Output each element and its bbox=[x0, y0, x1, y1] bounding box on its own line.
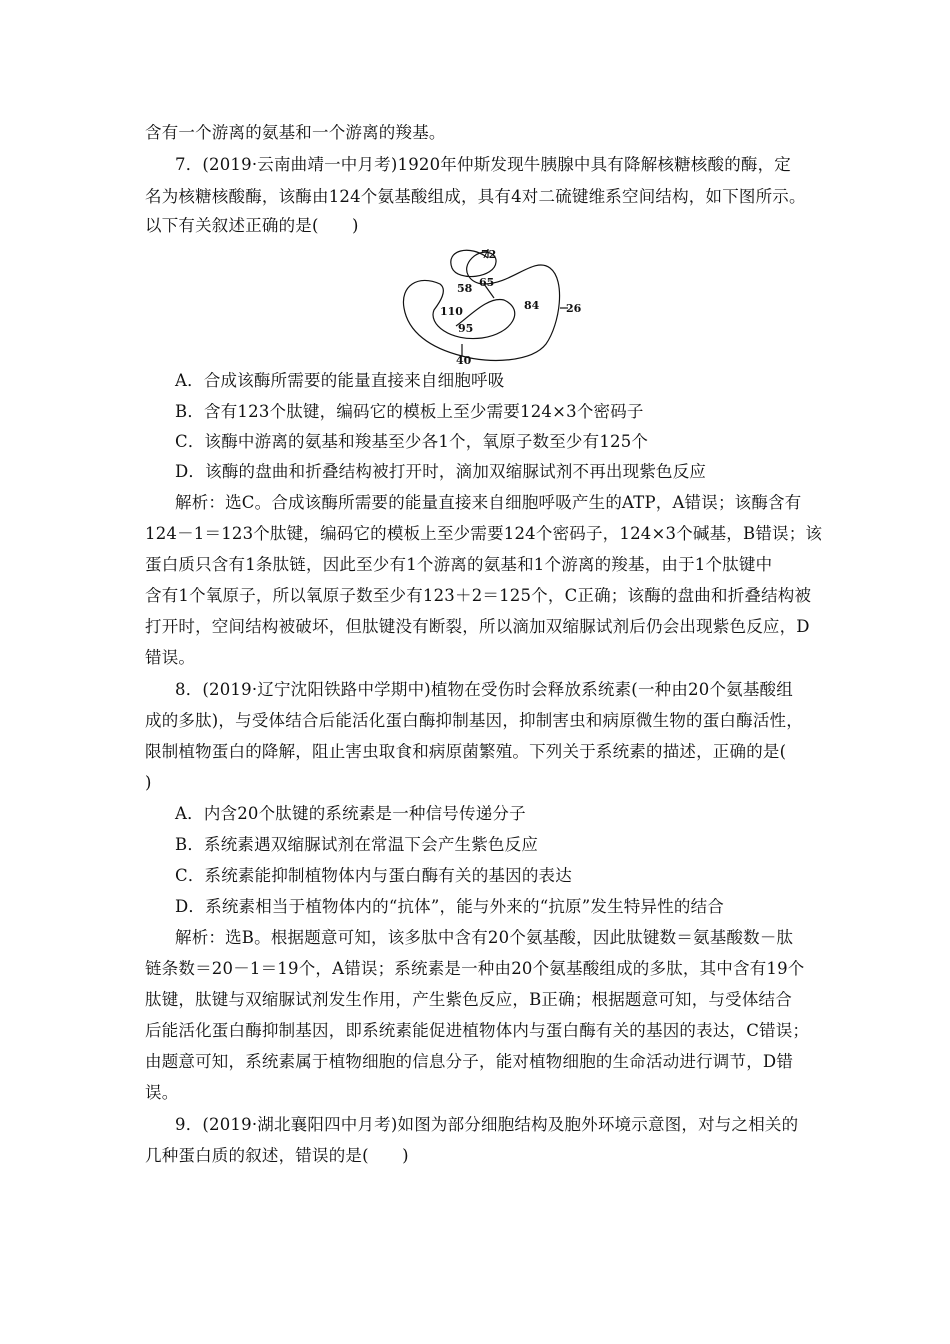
option-d: D．系统素相当于植物体内的“抗体”，能与外来的“抗原”发生特异性的结合 bbox=[175, 897, 724, 916]
text-line: 限制植物蛋白的降解，阻止害虫取食和病原菌繁殖。下列关于系统素的描述，正确的是( bbox=[145, 742, 787, 761]
text-line: ) bbox=[145, 773, 152, 792]
label-72: 72 bbox=[481, 248, 497, 261]
option-c: C．系统素能抑制植物体内与蛋白酶有关的基因的表达 bbox=[175, 866, 572, 885]
text-line: 含有一个游离的氨基和一个游离的羧基。 bbox=[145, 123, 446, 142]
analysis-8: 解析：选B。根据题意可知，该多肽中含有20个氨基酸，因此肽键数＝氨基酸数－肽 bbox=[175, 928, 794, 947]
text-line: 后能活化蛋白酶抑制基因，即系统素能促进植物体内与蛋白酶有关的基因的表达，C错误； bbox=[145, 1021, 810, 1040]
option-c: C．该酶中游离的氨基和羧基至少各1个，氧原子数至少有125个 bbox=[175, 432, 649, 451]
text-line: 打开时，空间结构被破坏，但肽键没有断裂，所以滴加双缩脲试剂后仍会出现紫色反应，D bbox=[145, 617, 810, 636]
label-110: 110 bbox=[440, 305, 463, 318]
text-line: 几种蛋白质的叙述，错误的是( ) bbox=[145, 1146, 409, 1165]
option-a: A．内含20个肽键的系统素是一种信号传递分子 bbox=[175, 804, 526, 823]
option-d: D．该酶的盘曲和折叠结构被打开时，滴加双缩脲试剂不再出现紫色反应 bbox=[175, 462, 707, 481]
option-b: B．含有123个肽键，编码它的模板上至少需要124×3个密码子 bbox=[175, 402, 644, 421]
question-9-stem: 9．(2019·湖北襄阳四中月考)如图为部分细胞结构及胞外环境示意图，对与之相关的 bbox=[175, 1115, 799, 1134]
label-26: 26 bbox=[566, 302, 582, 315]
label-65: 65 bbox=[479, 276, 495, 289]
text-line: 肽键，肽键与双缩脲试剂发生作用，产生紫色反应，B正确；根据题意可知，与受体结合 bbox=[145, 990, 792, 1009]
label-95: 95 bbox=[458, 322, 474, 335]
text-line: 误。 bbox=[145, 1083, 179, 1102]
text-line: 名为核糖核酸酶，该酶由124个氨基酸组成，具有4对二硫键维系空间结构，如下图所示。 bbox=[145, 187, 806, 206]
text-line: 由题意可知，系统素属于植物细胞的信息分子，能对植物细胞的生命活动进行调节，D错 bbox=[145, 1052, 794, 1071]
text-line: 链条数＝20－1＝19个，A错误；系统素是一种由20个氨基酸组成的多肽，其中含有19个 bbox=[145, 959, 805, 978]
text-line: 错误。 bbox=[145, 648, 196, 667]
text-line: 124－1＝123个肽键，编码它的模板上至少需要124个密码子，124×3个碱基，B错误；该 bbox=[145, 524, 823, 543]
question-8-stem: 8．(2019·辽宁沈阳铁路中学期中)植物在受伤时会释放系统素(一种由20个氨基酸组 bbox=[175, 680, 793, 699]
ribonuclease-structure-diagram bbox=[400, 244, 590, 366]
analysis-7: 解析：选C。合成该酶所需要的能量直接来自细胞呼吸产生的ATP，A错误；该酶含有 bbox=[175, 493, 802, 512]
text-line: 蛋白质只含有1条肽链，因此至少有1个游离的氨基和1个游离的羧基，由于1个肽键中 bbox=[145, 555, 773, 574]
label-58: 58 bbox=[457, 282, 473, 295]
question-7-stem: 7．(2019·云南曲靖一中月考)1920年仲斯发现牛胰腺中具有降解核糖核酸的酶，定 bbox=[175, 155, 791, 174]
label-40: 40 bbox=[456, 354, 472, 366]
text-line: 含有1个氧原子，所以氧原子数至少有123＋2＝125个，C正确；该酶的盘曲和折叠结构被 bbox=[145, 586, 812, 605]
text-line: 成的多肽)，与受体结合后能活化蛋白酶抑制基因，抑制害虫和病原微生物的蛋白酶活性， bbox=[145, 711, 803, 730]
label-84: 84 bbox=[524, 299, 540, 312]
option-a: A．合成该酶所需要的能量直接来自细胞呼吸 bbox=[175, 371, 505, 390]
ribonuclease-structure-svg bbox=[400, 244, 590, 366]
text-line: 以下有关叙述正确的是( ) bbox=[145, 216, 359, 235]
option-b: B．系统素遇双缩脲试剂在常温下会产生紫色反应 bbox=[175, 835, 539, 854]
